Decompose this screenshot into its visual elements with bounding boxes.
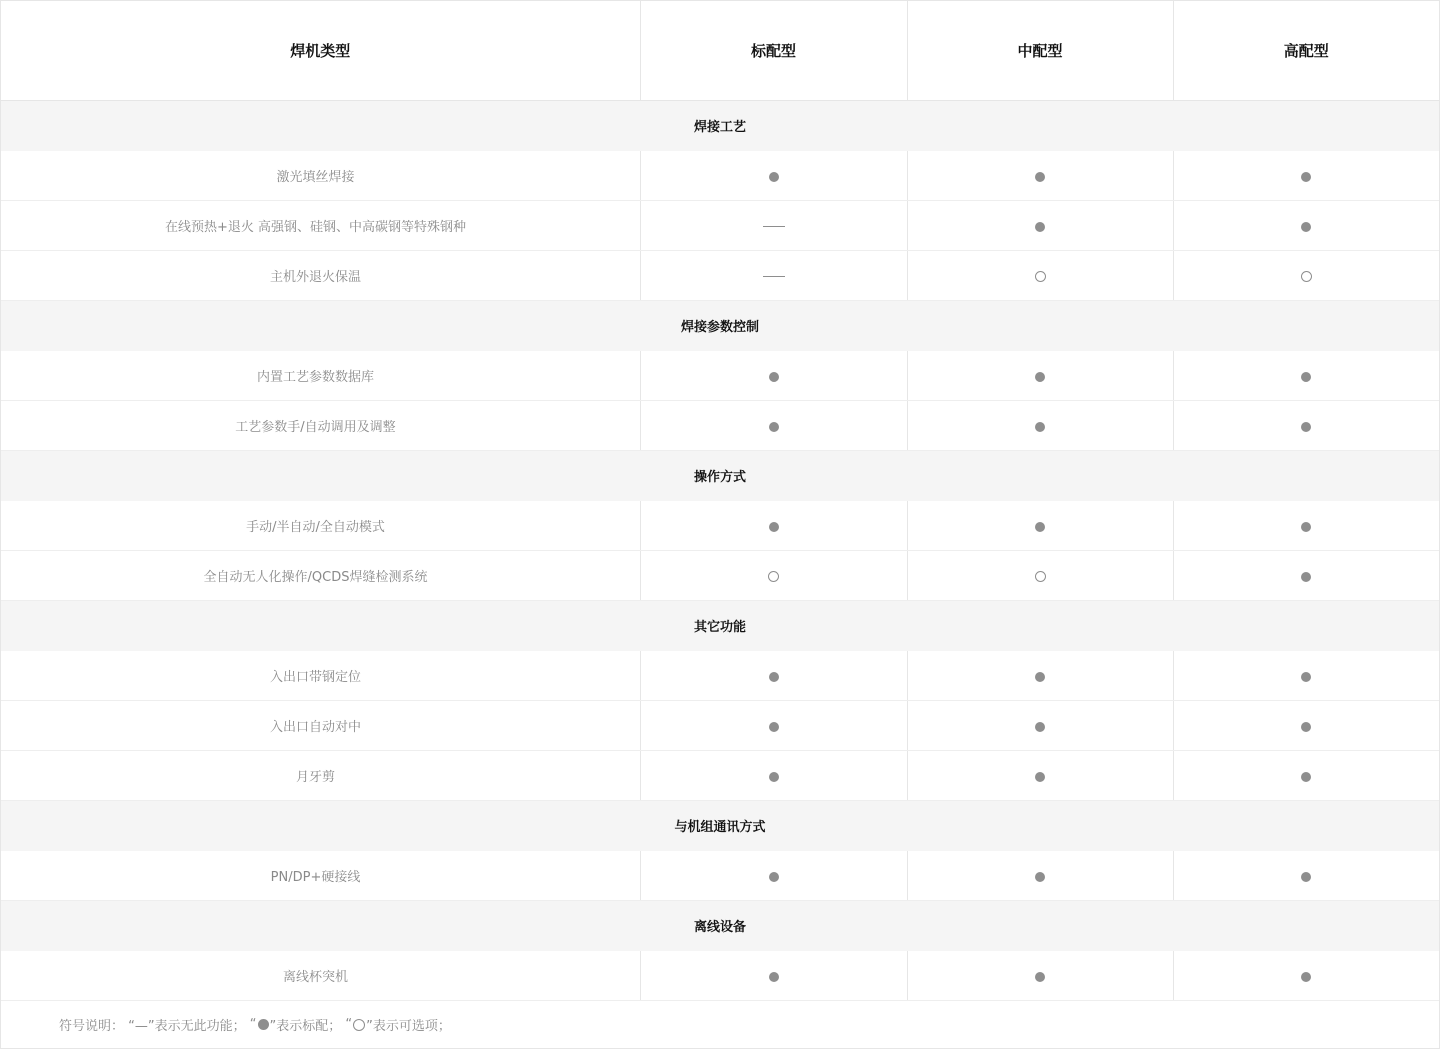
value-cell [640,851,907,901]
standard-dot-icon [769,372,779,382]
feature-name-cell [1,551,640,601]
feature-name-cell [1,851,640,901]
value-cell [640,751,907,801]
feature-name: 激光填丝焊接 [276,170,355,185]
value-cell [1173,551,1439,601]
feature-name: 手动/半自动/全自动模式 [246,520,385,535]
section-row [1,301,1439,351]
none-dash-icon [763,276,785,277]
symbol-legend [59,1015,451,1034]
feature-row [1,251,1439,301]
feature-name-cell [1,651,640,701]
value-cell [640,501,907,551]
value-cell [907,751,1173,801]
feature-name: PN/DP+硬接线 [270,870,361,885]
legend-dot-text: ”表示标配； [269,1019,342,1034]
value-cell [640,551,907,601]
value-cell [907,951,1173,1001]
feature-row [1,551,1439,601]
value-cell [1173,251,1439,301]
standard-dot-icon [1301,222,1311,232]
feature-name-cell [1,201,640,251]
value-cell [1173,651,1439,701]
feature-row [1,651,1439,701]
section-title: 焊接参数控制 [1,301,1439,351]
standard-dot-icon [1035,872,1045,882]
standard-dot-icon [769,172,779,182]
feature-name-cell [1,151,640,201]
value-cell [1173,151,1439,201]
value-cell [1173,501,1439,551]
value-cell [907,351,1173,401]
value-cell [907,251,1173,301]
standard-dot-icon [1035,672,1045,682]
header-high: 高配型 [1173,1,1439,101]
feature-row [1,951,1439,1001]
section-title: 操作方式 [1,451,1439,501]
value-cell [640,401,907,451]
value-cell [640,151,907,201]
value-cell [907,851,1173,901]
value-cell [907,651,1173,701]
standard-dot-icon [1035,522,1045,532]
feature-name: 在线预热+退火 高强钢、硅钢、中高碳钢等特殊钢种 [164,220,467,235]
value-cell [1173,201,1439,251]
feature-name: 全自动无人化操作/QCDS焊缝检测系统 [203,570,428,585]
value-cell [640,251,907,301]
feature-name-cell [1,251,640,301]
section-row [1,601,1439,651]
value-cell [907,501,1173,551]
standard-dot-icon [769,722,779,732]
optional-circle-icon [768,571,779,582]
standard-dot-icon [1035,222,1045,232]
feature-row [1,501,1439,551]
optional-circle-icon [1301,271,1312,282]
legend-dot-icon [258,1019,269,1030]
feature-name-cell [1,751,640,801]
value-cell [907,551,1173,601]
standard-dot-icon [769,972,779,982]
feature-row [1,701,1439,751]
standard-dot-icon [1035,972,1045,982]
optional-circle-icon [1035,271,1046,282]
section-row [1,801,1439,851]
value-cell [640,701,907,751]
standard-dot-icon [769,872,779,882]
value-cell [1173,701,1439,751]
value-cell [640,651,907,701]
feature-name: 月牙剪 [295,770,335,785]
feature-row [1,201,1439,251]
legend-circle-icon [353,1019,365,1031]
feature-name: 离线杯突机 [282,970,348,985]
legend-circle-text: ”表示可选项； [366,1019,451,1034]
value-cell [1173,951,1439,1001]
header-standard: 标配型 [640,1,907,101]
feature-row [1,351,1439,401]
standard-dot-icon [1301,722,1311,732]
none-dash-icon [763,226,785,227]
standard-dot-icon [769,672,779,682]
standard-dot-icon [1301,372,1311,382]
value-cell [907,151,1173,201]
value-cell [1173,351,1439,401]
feature-name: 入出口带钢定位 [269,670,361,685]
value-cell [907,401,1173,451]
feature-name-cell [1,951,640,1001]
feature-name: 工艺参数手/自动调用及调整 [235,420,396,435]
standard-dot-icon [1301,872,1311,882]
legend-dash-text: “—”表示无此功能； [128,1019,246,1034]
welder-comparison-table [1,1,1439,1001]
section-row [1,901,1439,951]
section-title: 与机组通讯方式 [1,801,1439,851]
legend-dot-open: “ [249,1017,257,1032]
value-cell [1173,851,1439,901]
feature-row [1,401,1439,451]
standard-dot-icon [1035,172,1045,182]
value-cell [640,351,907,401]
standard-dot-icon [1035,372,1045,382]
section-title: 离线设备 [1,901,1439,951]
feature-name: 内置工艺参数数据库 [256,370,374,385]
value-cell [640,201,907,251]
standard-dot-icon [1301,522,1311,532]
standard-dot-icon [1301,172,1311,182]
feature-row [1,851,1439,901]
value-cell [640,951,907,1001]
value-cell [907,701,1173,751]
standard-dot-icon [1035,422,1045,432]
value-cell [1173,401,1439,451]
section-row [1,101,1439,151]
optional-circle-icon [1035,571,1046,582]
feature-name-cell [1,701,640,751]
header-mid: 中配型 [907,1,1173,101]
standard-dot-icon [1301,772,1311,782]
table-header-row [1,1,1439,101]
value-cell [1173,751,1439,801]
standard-dot-icon [1301,422,1311,432]
standard-dot-icon [1035,722,1045,732]
feature-name: 入出口自动对中 [269,720,361,735]
value-cell [907,201,1173,251]
standard-dot-icon [769,522,779,532]
feature-name-cell [1,351,640,401]
standard-dot-icon [1301,972,1311,982]
legend-circle-open: “ [345,1017,353,1032]
section-title: 焊接工艺 [1,101,1439,151]
feature-name-cell [1,401,640,451]
standard-dot-icon [1035,772,1045,782]
standard-dot-icon [769,772,779,782]
feature-row [1,151,1439,201]
section-title: 其它功能 [1,601,1439,651]
table-body [1,101,1439,1001]
feature-row [1,751,1439,801]
header-welder-type: 焊机类型 [1,1,640,101]
standard-dot-icon [1301,572,1311,582]
feature-name-cell [1,501,640,551]
standard-dot-icon [1301,672,1311,682]
legend-prefix: 符号说明： [59,1019,125,1034]
section-row [1,451,1439,501]
feature-name: 主机外退火保温 [269,270,361,285]
standard-dot-icon [769,422,779,432]
